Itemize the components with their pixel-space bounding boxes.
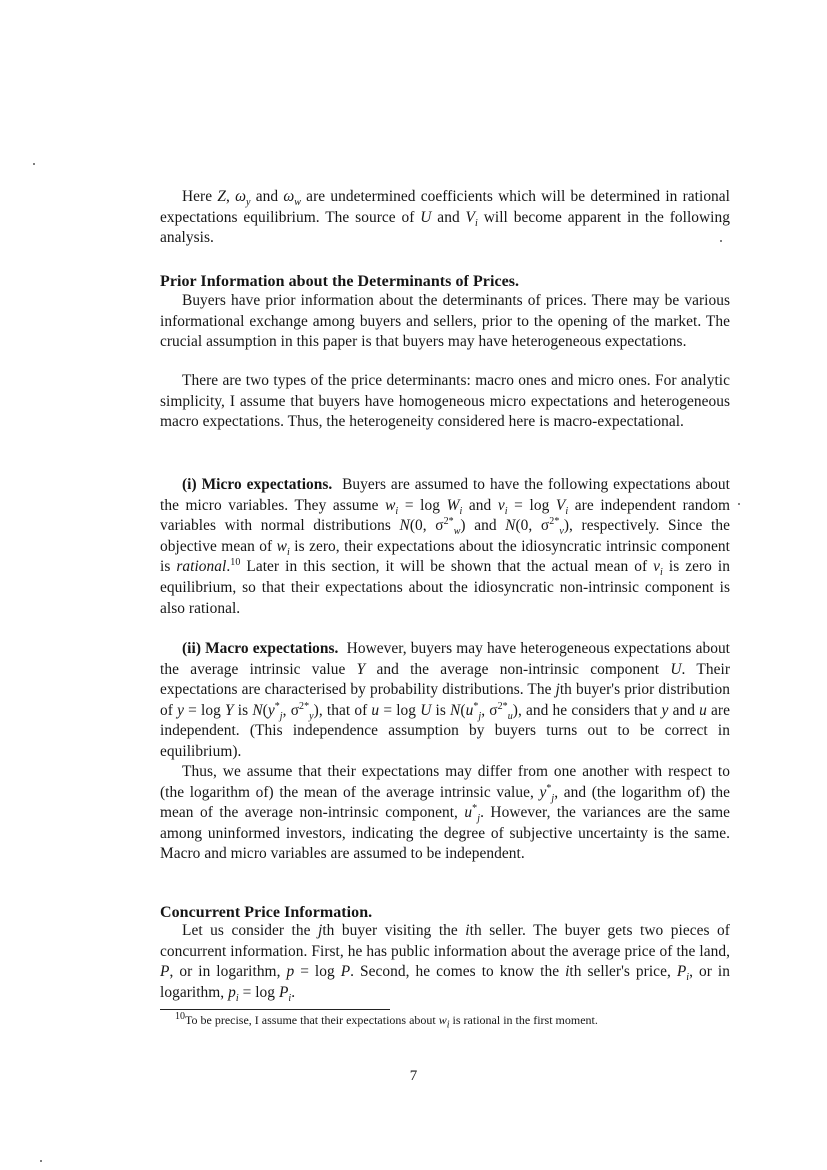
section-heading-concurrent-price: Concurrent Price Information. [160,904,373,921]
paragraph-concurrent-price: Let us consider the jth buyer visiting the ith seller. The buyer gets two pieces of concurrent information. First, he has public information about the average price of the land, P, or in logarithm, p = log P. Second, he comes to know the ith seller's price, $P_i$, or in logarithm, $p_i = \log P_i$. [160,922,730,1004]
footnote-ref-10: 10 [230,557,241,569]
paragraph-macro-differences: Thus, we assume that their expectations may differ from one another with respect to (the logarithm of) the mean of the average intrinsic value, $y^*_j$, and (the logarithm of) the mean of the average non-intrinsic component, $u^*_j$. However, the variances are the same among uninformed investors, indicating the degree of subjective uncertainty is the same. Macro and micro variables are assumed to be independent. [160,763,730,863]
page-number: 7 [409,1068,418,1084]
paragraph-prior-1: Buyers have prior information about the determinants of prices. There may be various informational exchange among buyers and sellers, prior to the opening of the market. The crucial assumption in this paper is that buyers may have heterogeneous expectations. [160,292,730,351]
paragraph-intro: Here Z, $\omega_y$ and $\omega_w$ are undetermined coefficients which will be determined in rational expectations equilibrium. The source of U and $V_i$ will become apparent in the following analysis. [160,188,731,247]
paragraph-prior-2: There are two types of the price determinants: macro ones and micro ones. For analytic simplicity, I assume that buyers have homogeneous micro expectations and heterogeneous macro expectations. Thus, the heterogeneity considered here is macro-expectational. [160,372,730,431]
scan-speck [738,503,740,505]
scan-speck [40,1160,42,1162]
paragraph-micro-expectations: (i) Micro expectations. Buyers are assumed to have the following expectations about the micro variables. They assume $w_i = \log W_i$ and $v_i = \log V_i$ are independent random variables with normal distributions N(0, $\sigma^{2*}_w$) and N(0, $\sigma^{2*}_v$), respectively. Since the objective mean of $w_i$ is zero, their expectations about the idiosyncratic intrinsic component is rational.$^{10}$ Later in this section, it will be shown that the actual mean of $v_i$ is zero in equilibrium, so that their expectations about the idiosyncratic non-intrinsic component is also rational. [160,476,730,617]
section-heading-prior-information: Prior Information about the Determinants of Prices. [160,273,520,290]
footnote-separator [160,1009,390,1010]
footnote-10: $^{10}$To be precise, I assume that their expectations about $w_i$ is rational in the first moment. [175,1011,598,1031]
run-in-heading-macro: (ii) Macro expectations. [182,640,339,657]
scan-speck [720,240,722,242]
run-in-heading-micro: (i) Micro expectations. [182,476,333,493]
paragraph-macro-expectations: (ii) Macro expectations. However, buyers may have heterogeneous expectations about the average intrinsic value Y and the average non-intrinsic component U. Their expectations are characterised by probability distributions. The jth buyer's prior distribution of y = log Y is $N(y^*_j$, $\sigma^{2*}_y$), that of u = log U is $N(u^*_j$, $\sigma^{2*}_u$), and he considers that y and u are independent. (This independence assumption by buyers turns out to be correct in equilibrium). [160,640,731,760]
scan-speck [33,163,35,165]
